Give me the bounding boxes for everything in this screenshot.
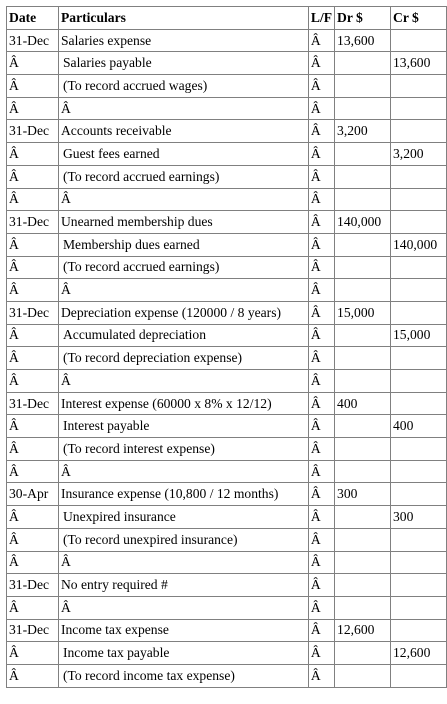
cell-cr — [391, 97, 447, 120]
cell-date: Â — [7, 438, 59, 461]
table-row — [7, 143, 447, 166]
cell-cr — [391, 392, 447, 415]
cell-date: Â — [7, 642, 59, 665]
cell-particulars: No entry required # — [58, 574, 308, 597]
cell-date: Â — [7, 188, 59, 211]
cell-dr — [335, 415, 391, 438]
cell-date: Â — [7, 324, 59, 347]
table-row — [7, 256, 447, 279]
table-row — [7, 370, 447, 393]
cell-lf: Â — [308, 211, 334, 234]
cell-cr — [391, 370, 447, 393]
cell-lf: Â — [308, 438, 334, 461]
cell-dr — [335, 347, 391, 370]
cell-particulars: Membership dues earned — [58, 233, 308, 256]
cell-date: Â — [7, 279, 59, 302]
table-row — [7, 664, 447, 687]
cell-dr — [335, 664, 391, 687]
cell-particulars: Interest expense (60000 x 8% x 12/12) — [58, 392, 308, 415]
cell-dr — [335, 143, 391, 166]
table-row — [7, 460, 447, 483]
cell-lf: Â — [308, 97, 334, 120]
cell-dr — [335, 551, 391, 574]
cell-date: Â — [7, 596, 59, 619]
cell-dr: 400 — [335, 392, 391, 415]
cell-particulars: (To record accrued wages) — [58, 75, 308, 98]
cell-lf: Â — [308, 301, 334, 324]
cell-dr: 12,600 — [335, 619, 391, 642]
cell-lf: Â — [308, 120, 334, 143]
table-row — [7, 29, 447, 52]
table-row — [7, 642, 447, 665]
table-row — [7, 551, 447, 574]
table-row — [7, 528, 447, 551]
cell-dr — [335, 256, 391, 279]
cell-cr — [391, 188, 447, 211]
cell-particulars: Â — [58, 279, 308, 302]
cell-date: Â — [7, 165, 59, 188]
cell-dr: 300 — [335, 483, 391, 506]
cell-lf: Â — [308, 143, 334, 166]
cell-dr — [335, 642, 391, 665]
cell-cr — [391, 120, 447, 143]
cell-particulars: Â — [58, 97, 308, 120]
cell-lf: Â — [308, 324, 334, 347]
cell-date: Â — [7, 52, 59, 75]
table-row — [7, 301, 447, 324]
cell-cr — [391, 460, 447, 483]
cell-lf: Â — [308, 551, 334, 574]
cell-date: Â — [7, 256, 59, 279]
table-row — [7, 75, 447, 98]
table-row — [7, 165, 447, 188]
cell-particulars: Salaries payable — [58, 52, 308, 75]
cell-cr — [391, 256, 447, 279]
journal-body — [7, 29, 447, 687]
cell-particulars: Income tax payable — [58, 642, 308, 665]
cell-dr: 13,600 — [335, 29, 391, 52]
header-date: Date — [7, 7, 59, 30]
cell-lf: Â — [308, 165, 334, 188]
cell-lf: Â — [308, 528, 334, 551]
cell-lf: Â — [308, 664, 334, 687]
cell-dr — [335, 574, 391, 597]
cell-dr — [335, 438, 391, 461]
cell-dr — [335, 370, 391, 393]
cell-cr — [391, 75, 447, 98]
cell-lf: Â — [308, 574, 334, 597]
cell-lf: Â — [308, 29, 334, 52]
cell-cr: 15,000 — [391, 324, 447, 347]
header-lf: L/F — [308, 7, 334, 30]
cell-lf: Â — [308, 233, 334, 256]
header-dr: Dr $ — [335, 7, 391, 30]
table-row — [7, 211, 447, 234]
cell-particulars: Guest fees earned — [58, 143, 308, 166]
cell-particulars: Accumulated depreciation — [58, 324, 308, 347]
table-row — [7, 574, 447, 597]
cell-particulars: Â — [58, 188, 308, 211]
header-particulars: Particulars — [58, 7, 308, 30]
cell-date: Â — [7, 528, 59, 551]
cell-date: 31-Dec — [7, 301, 59, 324]
cell-particulars: Â — [58, 596, 308, 619]
cell-lf: Â — [308, 642, 334, 665]
cell-date: Â — [7, 143, 59, 166]
cell-date: Â — [7, 664, 59, 687]
cell-date: Â — [7, 460, 59, 483]
cell-dr — [335, 52, 391, 75]
cell-date: Â — [7, 551, 59, 574]
cell-lf: Â — [308, 392, 334, 415]
cell-particulars: Income tax expense — [58, 619, 308, 642]
cell-dr — [335, 506, 391, 529]
cell-cr — [391, 619, 447, 642]
cell-particulars: (To record unexpired insurance) — [58, 528, 308, 551]
cell-cr — [391, 347, 447, 370]
cell-lf: Â — [308, 370, 334, 393]
cell-lf: Â — [308, 188, 334, 211]
table-row — [7, 279, 447, 302]
cell-cr: 300 — [391, 506, 447, 529]
cell-cr — [391, 664, 447, 687]
cell-dr — [335, 279, 391, 302]
cell-dr: 140,000 — [335, 211, 391, 234]
cell-dr: 15,000 — [335, 301, 391, 324]
cell-cr — [391, 483, 447, 506]
cell-particulars: Unexpired insurance — [58, 506, 308, 529]
table-row — [7, 392, 447, 415]
cell-date: Â — [7, 347, 59, 370]
cell-date: 31-Dec — [7, 120, 59, 143]
cell-date: Â — [7, 370, 59, 393]
table-row — [7, 596, 447, 619]
header-cr: Cr $ — [391, 7, 447, 30]
table-row — [7, 120, 447, 143]
cell-dr — [335, 97, 391, 120]
cell-dr — [335, 324, 391, 347]
cell-cr — [391, 596, 447, 619]
cell-particulars: Unearned membership dues — [58, 211, 308, 234]
table-row — [7, 415, 447, 438]
table-row — [7, 347, 447, 370]
table-row — [7, 506, 447, 529]
cell-cr — [391, 438, 447, 461]
cell-dr — [335, 460, 391, 483]
table-row — [7, 52, 447, 75]
cell-cr: 13,600 — [391, 52, 447, 75]
cell-lf: Â — [308, 75, 334, 98]
cell-date: 31-Dec — [7, 619, 59, 642]
cell-date: Â — [7, 75, 59, 98]
cell-lf: Â — [308, 596, 334, 619]
cell-date: Â — [7, 233, 59, 256]
cell-lf: Â — [308, 279, 334, 302]
cell-particulars: Insurance expense (10,800 / 12 months) — [58, 483, 308, 506]
cell-dr — [335, 596, 391, 619]
cell-lf: Â — [308, 460, 334, 483]
cell-cr: 400 — [391, 415, 447, 438]
cell-particulars: Â — [58, 370, 308, 393]
cell-cr: 12,600 — [391, 642, 447, 665]
table-row — [7, 619, 447, 642]
cell-dr — [335, 188, 391, 211]
cell-date: Â — [7, 415, 59, 438]
cell-particulars: Â — [58, 551, 308, 574]
cell-lf: Â — [308, 483, 334, 506]
cell-dr — [335, 528, 391, 551]
journal-table — [6, 6, 447, 688]
table-row — [7, 97, 447, 120]
cell-date: 31-Dec — [7, 392, 59, 415]
cell-lf: Â — [308, 347, 334, 370]
cell-particulars: Accounts receivable — [58, 120, 308, 143]
cell-lf: Â — [308, 52, 334, 75]
table-row — [7, 483, 447, 506]
cell-lf: Â — [308, 415, 334, 438]
cell-particulars: (To record income tax expense) — [58, 664, 308, 687]
cell-dr — [335, 233, 391, 256]
cell-particulars: Interest payable — [58, 415, 308, 438]
cell-date: 30-Apr — [7, 483, 59, 506]
cell-cr: 140,000 — [391, 233, 447, 256]
cell-dr — [335, 75, 391, 98]
cell-cr — [391, 301, 447, 324]
cell-date: 31-Dec — [7, 29, 59, 52]
table-row — [7, 188, 447, 211]
cell-particulars: Depreciation expense (120000 / 8 years) — [58, 301, 308, 324]
cell-particulars: (To record accrued earnings) — [58, 165, 308, 188]
cell-dr: 3,200 — [335, 120, 391, 143]
cell-cr: 3,200 — [391, 143, 447, 166]
cell-lf: Â — [308, 619, 334, 642]
cell-cr — [391, 528, 447, 551]
cell-dr — [335, 165, 391, 188]
cell-cr — [391, 574, 447, 597]
cell-particulars: Salaries expense — [58, 29, 308, 52]
table-row — [7, 233, 447, 256]
cell-cr — [391, 551, 447, 574]
cell-lf: Â — [308, 256, 334, 279]
table-row — [7, 324, 447, 347]
cell-cr — [391, 29, 447, 52]
cell-cr — [391, 211, 447, 234]
cell-date: 31-Dec — [7, 211, 59, 234]
cell-cr — [391, 279, 447, 302]
cell-particulars: (To record depreciation expense) — [58, 347, 308, 370]
cell-particulars: (To record accrued earnings) — [58, 256, 308, 279]
cell-lf: Â — [308, 506, 334, 529]
header-row — [7, 7, 447, 30]
cell-particulars: Â — [58, 460, 308, 483]
cell-particulars: (To record interest expense) — [58, 438, 308, 461]
table-row — [7, 438, 447, 461]
cell-date: Â — [7, 506, 59, 529]
cell-cr — [391, 165, 447, 188]
cell-date: Â — [7, 97, 59, 120]
cell-date: 31-Dec — [7, 574, 59, 597]
